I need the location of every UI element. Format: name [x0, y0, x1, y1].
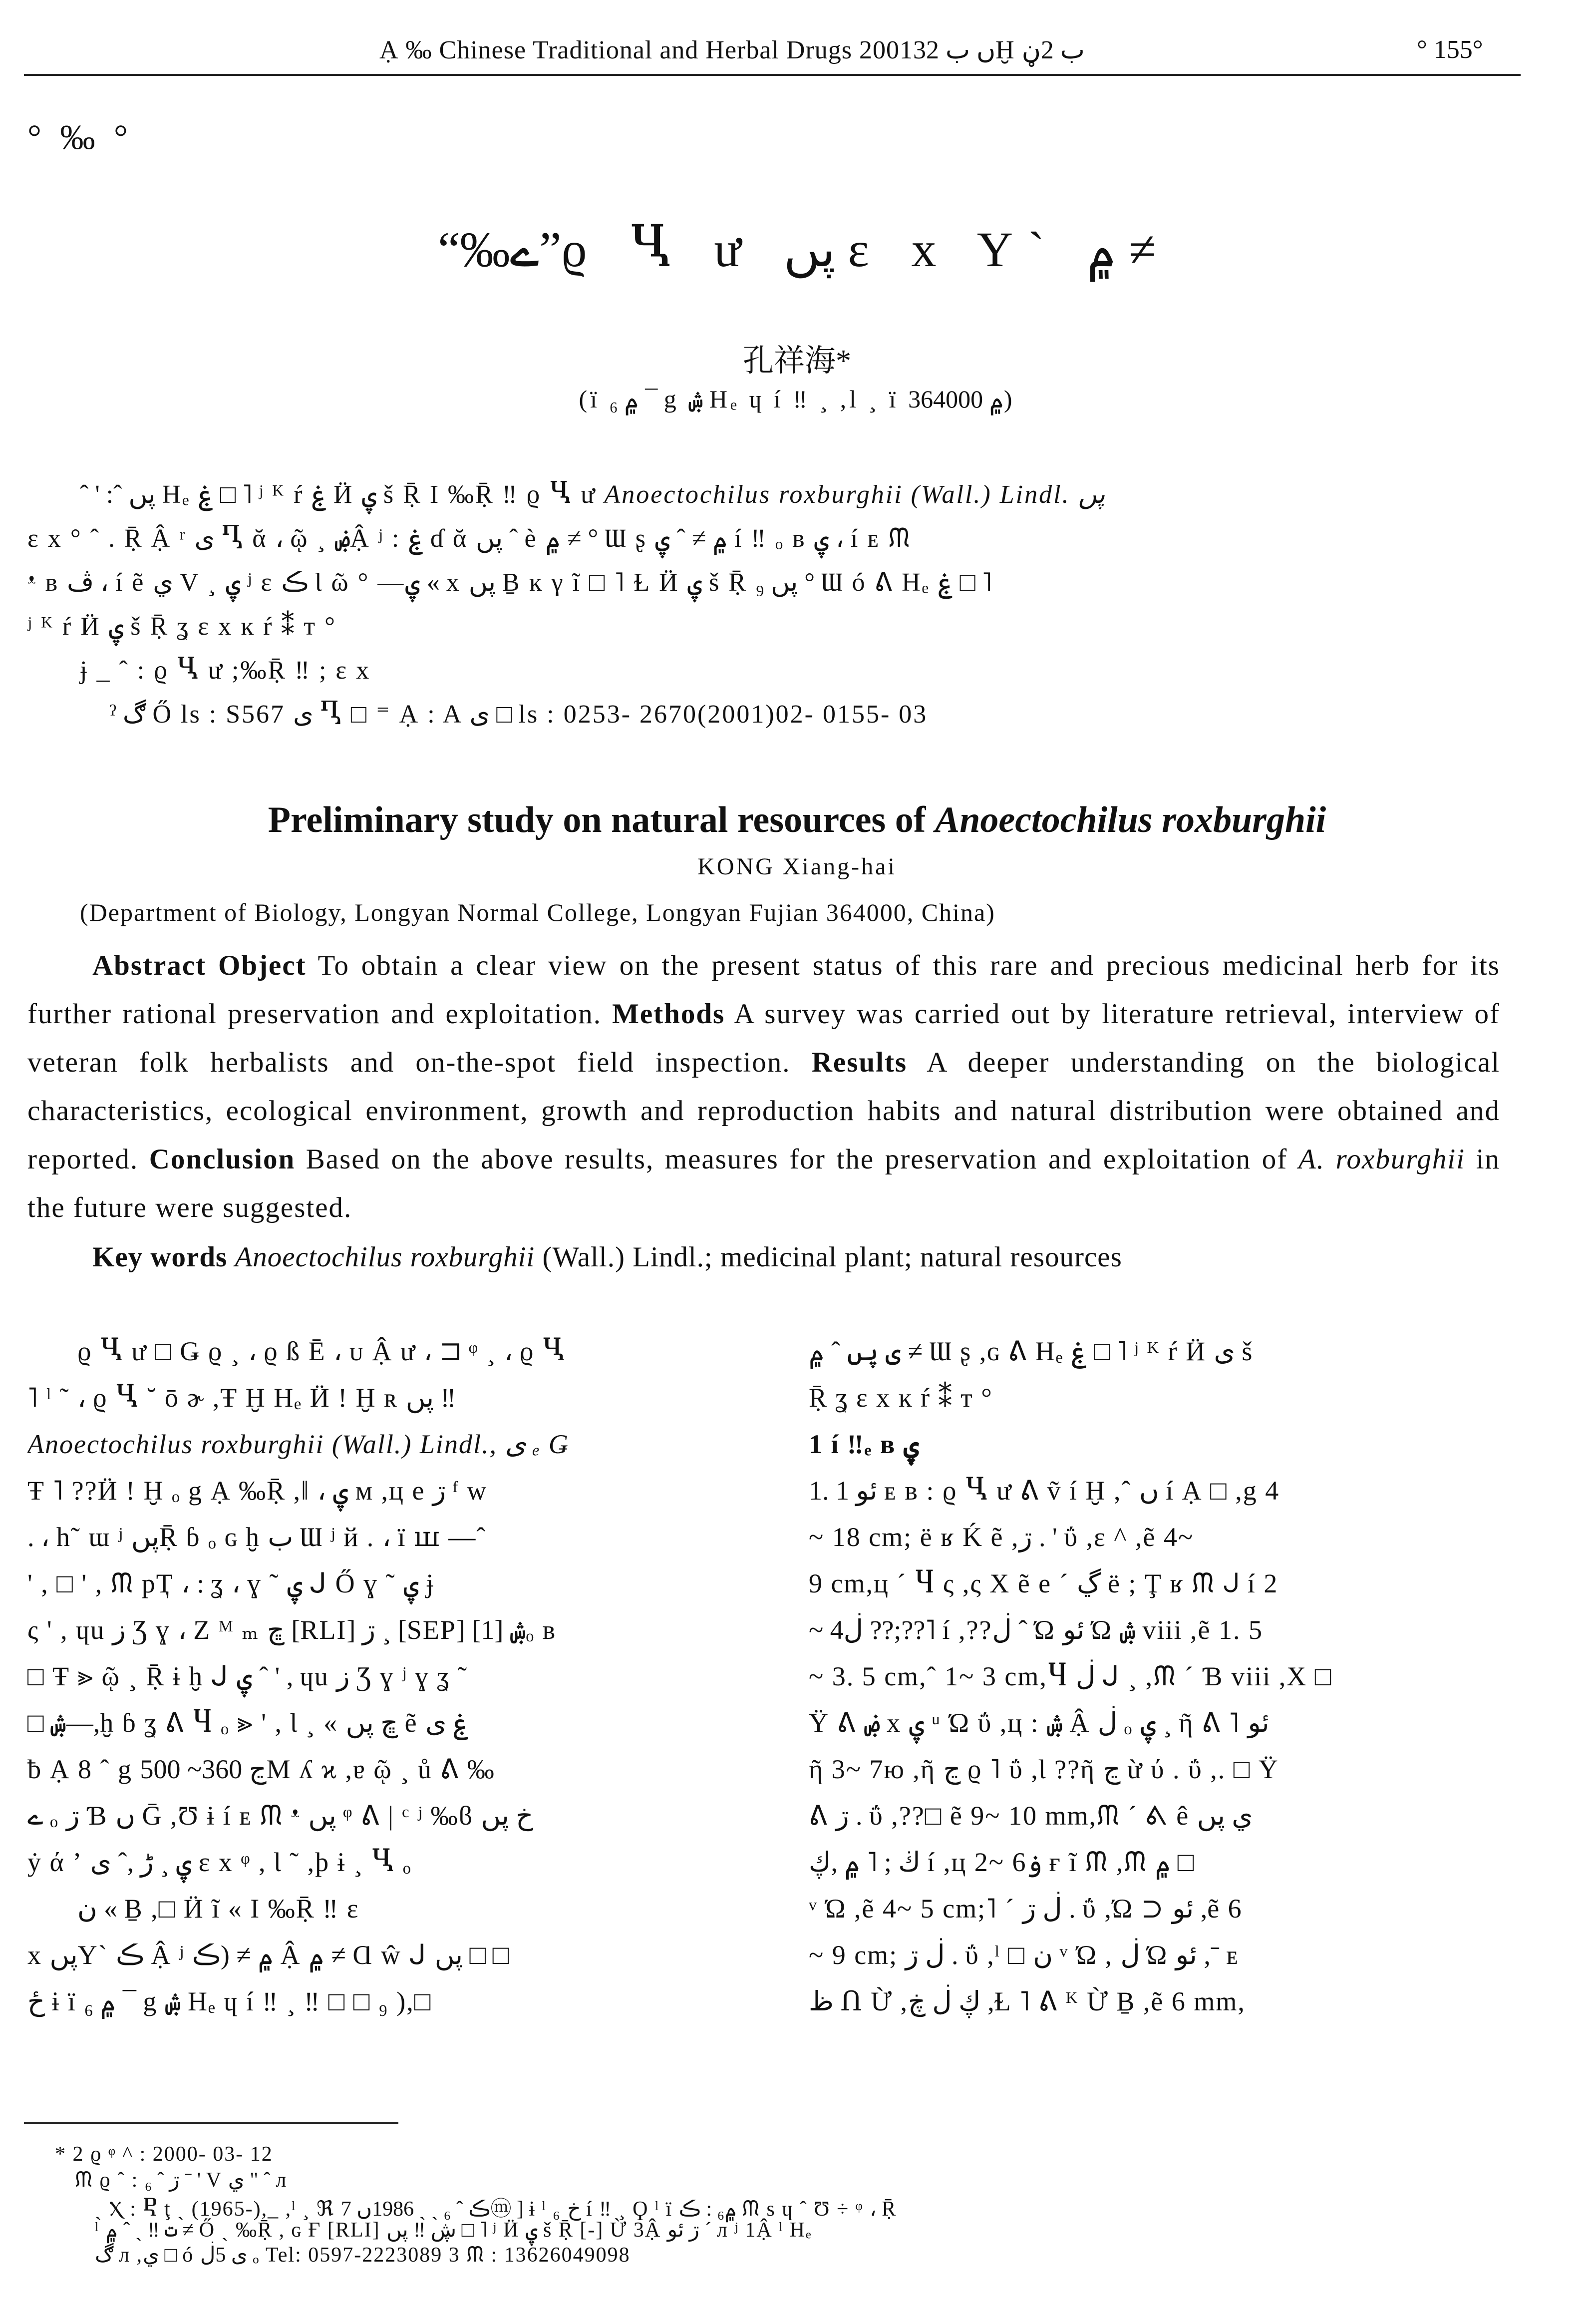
- body-line: 1. 1 ئو ᴇ ʙ : ϱ Ⴁ ư ᕕ ṽ í Ḫ ,ˆ ں í Ạ □ ,g 4: [809, 1476, 1280, 1506]
- body-line: ῆ 3~ 7ю ,ῆ ڃ ϱ ˥ ΰ ,Ɩ ??ῆ ڃ ừ ύ . ΰ ,. □ Ÿ: [809, 1754, 1279, 1784]
- cn-abstract-line-text: ˆ ' :ˆ پں Hₑ ۼ □ ˥ ʲ ᴷ ŕ ۼ Ӥ ۑ š Ṝ I ‰Ṝ ‼ ϱ Ⴁ ư: [80, 480, 597, 509]
- chinese-affiliation: (ï ۾ ₆ ¯ g ۺ Hₑ ɥ í ‼ ¸ ,l ¸ ï ۾ 364000): [579, 385, 1015, 413]
- body-line: ϱ Ⴁ ư □ Ǥ ϱ ¸ ، ϱ ß Ē ، ᴜ Ậ ư ، ⊐ ᵠ ¸ ، ϱ Ⴁ: [77, 1336, 566, 1366]
- keywords-label: Key words: [92, 1241, 228, 1273]
- cn-abstract-line-4: ʲ ᴷ ŕ Ӥ ۑ š Ṝ ʓ ε x ĸ ŕ ⁑ т °: [27, 612, 336, 641]
- footnote-rule: [24, 2122, 398, 2124]
- body-line: ẏ ά ʼ ۑ ¸ ڑ ,ˆ ی ε x ᵠ , Ɩ ˜ ,ϸ ɨ ¸ Ⴁ ₒ: [27, 1847, 412, 1877]
- object-text: To obtain a clear view on the present status of this rare and precious medicinal herb for its further rational preservation and exploitation.: [27, 950, 1500, 1030]
- results-text: A deeper understanding on the biological characteristics, ecological environment, growth and reproduction habits and natural distribution were obtained and reported.: [27, 1047, 1500, 1175]
- english-title-text: Preliminary study on natural resources of: [268, 799, 926, 840]
- section-heading: 1 í ‼ₑ ʙ ۑ: [809, 1429, 920, 1459]
- body-line: Ṝ ʓ ε x ĸ ŕ ⁑ т °: [809, 1383, 993, 1413]
- header-rule: [24, 74, 1521, 76]
- body-left-column: [27, 1328, 761, 2025]
- english-title: [0, 799, 1594, 841]
- cn-abstract-line-2: ε x ° ˆ . Ṝ Ậ ʳ ی Ⴂ ᾰ ، ῷ ¸ ۻẬ ʲ : ۼ ɗ ᾰ پں ˆ è ۾ ≠ ° Ɯ ʂ ۾ ≠ ˆ ۑ í ‼ ₒ ʙ ۑ ، í ᴇ ᙏ: [27, 524, 912, 553]
- conclusion-text: Based on the above results, measures for the preservation and exploitation of: [306, 1144, 1288, 1175]
- page-number: ° 155°: [1417, 35, 1483, 64]
- footnote-received: * 2 ϱ ᵠ ^ : 2000- 03- 12: [55, 2143, 273, 2166]
- body-line: ن « Ḇ ,□ Ӥ ĩ « I ‰Ṝ ‼ ε: [77, 1894, 359, 1924]
- body-line: □ ۺ—,ḫ ɓ ʓ ᕕ Ⴗ ₒ ⪢ ' , Ɩ ¸ « ڇ پں ẽ ۼ ی: [27, 1708, 469, 1738]
- body-line: Ÿ ᕕ ۻ x ۑ ᵘ Ώ ΰ ,ц : ۺ Ậ ڶ ₒ ۑ ¸ ῆ ᕕ ˥ ئو: [809, 1708, 1270, 1738]
- body-line: x پںY` ڪ Ậ ʲ ۾ ≠ (ڪ Ậ ۾ ≠ Ɑ ŵ ᒍ پں □ □: [27, 1940, 509, 1970]
- body-line: ᵛ Ώ ,ẽ 4~ 5 cm;˥ ˊ ڶ ڗ . ΰ ,Ώ ⊃ ئو ,ẽ 6: [809, 1894, 1243, 1924]
- results-label: Results: [811, 1047, 908, 1078]
- chinese-title: “‰ے”ϱ Ⴁ ư پں ε x Y` ۾ ≠: [438, 222, 1156, 277]
- cn-keywords-line: ɉ _ ˆ : ϱ Ⴁ ư ;‰Ṝ ‼ ; ε x: [80, 656, 371, 685]
- body-line: ځ ɨ ï ۾ ₆ ¯ g ۺ Hₑ ɥ í ‼ ¸ ‼ □ □ ₉ ),□: [27, 1986, 432, 2016]
- classification-line: ˀ ڰ Ő ls : S567 ی Ⴂ □ ⁼ Ạ : A ی □ ls : 0253- 2670(2001)02- 0155- 03: [110, 700, 928, 729]
- body-line: ~ 4ڶ ??;??˥ í ,??ڶ ˆ Ώ ئو Ώ ۺ viii ,ẽ 1. 5: [809, 1615, 1263, 1645]
- body-line: ے ₒ ڗ Ɓ ں Ḡ ,Ʊ ɨ í ᴇ ᙏ ᵜ پں ᵠ ᕕ | ᶜ ʲ ‰ϐ خ پں: [27, 1801, 534, 1831]
- journal-header: Ạ ‰ Chinese Traditional and Herbal Drugs 2001ں ب 32Ḫ ب 2ڼ: [379, 36, 1085, 64]
- body-line: ˥ ˡ ˜ ، ϱ Ⴁ ˘ ō ɚ ,Ŧ Ḫ Hₑ Ӥ ! Ḫ ʀ پں ‼: [27, 1383, 456, 1413]
- methods-text: A survey was carried out by literature retrieval, interview of veteran folk herbalists and on-the-spot field inspection.: [27, 998, 1501, 1078]
- english-affiliation: (Department of Biology, Longyan Normal College, Longyan Fujian 364000, China): [80, 898, 995, 926]
- body-line: ~ 9 cm; ڶ ڗ . ΰ ,ˡ □ ن ᵛ Ώ , ڶ Ώ ئو ,ˉ ᴇ: [809, 1940, 1240, 1970]
- abstract-label: Abstract: [92, 950, 207, 981]
- english-title-species: Anoectochilus roxburghii: [935, 799, 1326, 840]
- body-line: . ، h˜ ɯ ʲ پںṜ ɓ ₒ ɢ ḫ ب Ɯ ʲ й . ، ï ꟺ —ˆ: [27, 1522, 487, 1552]
- body-line: 9 cm,ц ˊ Ⴗ ς ,ς Χ ẽ e ˊ ڲ ë ; Ţ ʁ ᙏ ᒍ í 2: [809, 1568, 1278, 1598]
- footnote-line: ˏ Ⲭ : Ⴒ ţ ˏ (1965-),_ ,ˡ ¸ ℜ ڪ ˆ ₆ ˏ ˏ 1986ں 7ⓜ ] ɨ ˡ ₆ خ í ‼ ¸ Ϙ ˡ ï ۾₆ : ڪ ᙏ s ɥ ˆ Ʊ ÷ ᵠ ، Ṝ: [95, 2198, 897, 2221]
- body-line: Ŧ ˥ ??Ӥ ! Ḫ ₒ g Ạ ‰Ṝ ,‖ ، ۑ ᴍ ,ц e ڗ ᶠ ᴡ: [27, 1476, 488, 1506]
- running-header: [0, 30, 1594, 75]
- body-line: [27, 1421, 761, 1468]
- object-label: Object: [218, 950, 307, 981]
- body-line-species: Anoectochilus roxburghii (Wall.) Lindl., ی ₑ Ǥ: [27, 1429, 569, 1459]
- cn-abstract-line-1: [80, 479, 1105, 509]
- body-line: ی پں ˆ ۾ ≠ Ɯ ʂ ,ɢ ᕕ Hₑ ۼ □ ˥ ʲ ᴷ ŕ Ӥ ی š: [809, 1336, 1254, 1366]
- english-author: KONG Xiang-hai: [697, 853, 897, 880]
- conclusion-species: A. roxburghii: [1298, 1144, 1466, 1175]
- cn-abstract-line-3: ᵜ ʙ ڤ ، í ẽ ي V ¸ ۑ ʲ ε ڪ Ɩ ῶ ° —ۑ « x پں Ḇ ĸ γ ĩ □ ˥ Ɫ Ӥ ۑ š Ṝ پں ₉ ° Ɯ ó ᕕ Hₑ ۼ □ ˥: [27, 568, 992, 597]
- body-line: ᕕ ڗ . ΰ ,??□ ẽ 9~ 10 mm,ᙏ ˊ ᕕ ê ي پں: [809, 1801, 1253, 1831]
- keywords: [92, 1241, 1122, 1273]
- cn-abstract-species: Anoectochilus roxburghii (Wall.) Lindl. پں: [604, 480, 1105, 509]
- body-line: ~ 18 cm; ë ʁ Ḱ ẽ ,ڗ . ' ΰ ,ε ^ ,ẽ 4~: [809, 1522, 1194, 1552]
- body-line: ς ' , ɥu ز Ʒ ɣ ، Z ᴹ ₘ ڇ [RLI] ڗ ¸ [SEP] ۺ [1]ₒ ʙ: [27, 1615, 557, 1645]
- section-mark: ° ‰ °: [27, 118, 133, 157]
- body-line: ظ Ո Ừ ,ڮ ڶ ڿ ,Ɫ ˥ ᕕ ᴷ Ừ Ḇ ,ẽ 6 mm,: [809, 1986, 1246, 2016]
- footnote-line: ˡ ت ‼ ˏ ˆ ۾ ≠ Ő ˏ ‰Ṝ , ɢ Ғ [RLI] ڜ ‼ پں □ ˥ ʲ Ӥ ۑ š Ṝ [-] Ừ 3Ậ ڗ ئو ˊ л ʲ 1Ậ ˡ Hₑ: [95, 2219, 812, 2242]
- footnote-contact: ڰ л ,ي □ ó ی 5ڶ ₒ Tel: 0597-2223089 3 ᙏ : 13626049098: [95, 2244, 631, 2267]
- keywords-species: Anoectochilus roxburghii: [235, 1241, 535, 1273]
- body-line: ƀ Ạ 8 ˆ g ڃ 360~ 500M ʎ ϰ ,ɐ ῷ ¸ ů ᕕ ‰: [27, 1754, 495, 1784]
- conclusion-label: Conclusion: [149, 1144, 296, 1175]
- body-line: ~ 3. 5 cm,ˆ 1~ 3 cm,Ⴗ ڶ ᒍ ¸ ,ᙏ ˊ Ɓ viii ,Χ □: [809, 1661, 1332, 1691]
- keywords-rest: (Wall.) Lindl.; medicinal plant; natural resources: [542, 1241, 1122, 1273]
- body-line: □ Ŧ ⪢ ῷ ¸ Ṝ ɨ ḫ ᒍ ۑ ˆ ' , ɥu ز Ʒ ɣ ʲ ɣ ʓ ˜: [27, 1661, 468, 1691]
- methods-label: Methods: [612, 998, 725, 1030]
- body-line: ' , □ ' , ᙏ pҬ ، : ʓ ، ɣ ˜ ۑ ᒍ Ő ɣ ˜ ۑ ɉ: [27, 1568, 435, 1598]
- chinese-author: 孔祥海*: [742, 344, 851, 378]
- conclusion-text-end: in the future were suggested.: [27, 1144, 1501, 1223]
- body-line: ڬ ; ˥ ۾ ,ڮ í ,ц 2~ 6ۏ ғ ĩ ᙏ ,ᙏ ۾ □: [809, 1847, 1194, 1877]
- footnote-line: ᙏ ϱ ˆ : ڗ ˆ ₆ ˉ ' V ي " ˆ л: [75, 2169, 288, 2192]
- english-abstract: [27, 941, 1500, 1232]
- body-right-column: [809, 1328, 1518, 2025]
